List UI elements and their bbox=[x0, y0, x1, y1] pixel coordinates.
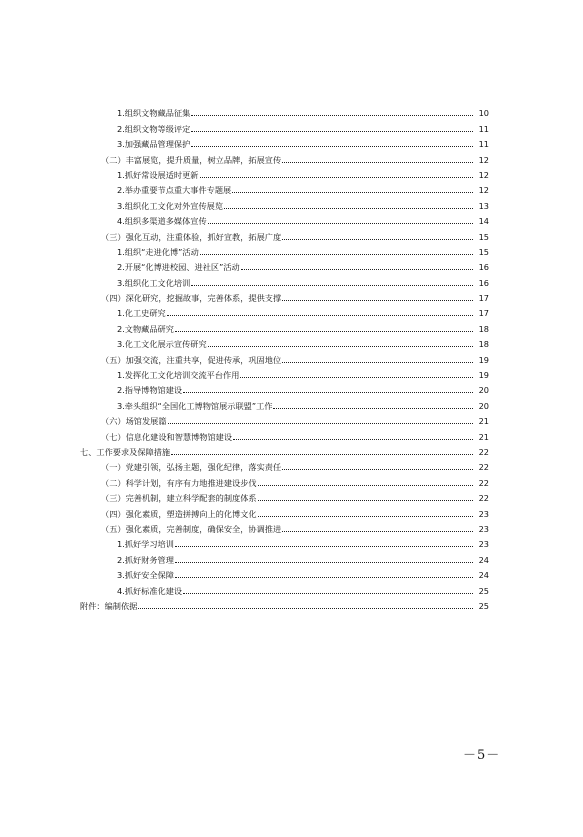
toc-entry-label: （三）强化互动，注重体验，抓好宣教，拓展广度 bbox=[101, 231, 282, 242]
toc-entry-page: 12 bbox=[478, 169, 489, 180]
toc-entry-page: 15 bbox=[478, 231, 489, 242]
toc-entry-page: 25 bbox=[478, 600, 489, 611]
toc-entry-page: 24 bbox=[478, 554, 489, 565]
toc-entry-label: 3.组织化工文化对外宣传展览 bbox=[117, 200, 224, 211]
toc-entry[interactable] bbox=[0, 118, 489, 133]
toc-entry-page: 17 bbox=[478, 293, 489, 304]
toc-leader-dots bbox=[168, 423, 473, 424]
toc-entry-page: 25 bbox=[478, 585, 489, 596]
toc-entry-page: 19 bbox=[478, 354, 489, 365]
toc-entry[interactable] bbox=[0, 411, 489, 426]
toc-leader-dots bbox=[208, 346, 473, 347]
toc-leader-dots bbox=[232, 192, 473, 193]
toc-entry-page: 14 bbox=[478, 216, 489, 227]
toc-leader-dots bbox=[138, 608, 473, 609]
toc-leader-dots bbox=[241, 269, 473, 270]
toc-entry-label: 3.抓好安全保障 bbox=[117, 570, 174, 581]
toc-entry-page: 23 bbox=[478, 523, 489, 534]
toc-entry[interactable] bbox=[0, 488, 489, 503]
toc-entry-label: 1.组织“走进化博”活动 bbox=[117, 246, 199, 257]
toc-entry[interactable] bbox=[0, 534, 489, 549]
toc-entry-label: （二）丰富展览，提升质量，树立品牌，拓展宣传 bbox=[101, 154, 282, 165]
toc-entry-page: 22 bbox=[478, 446, 489, 457]
toc-leader-dots bbox=[282, 300, 473, 301]
toc-entry-label: 1.抓好学习培训 bbox=[117, 539, 174, 550]
toc-entry-label: （五）加强交流，注重共享，促进传承，巩固地位 bbox=[101, 354, 282, 365]
toc-entry[interactable] bbox=[0, 519, 489, 534]
toc-entry[interactable] bbox=[0, 134, 489, 149]
toc-entry-label: （四）强化素质，塑造拼搏向上的化博文化 bbox=[101, 508, 257, 519]
toc-entry[interactable] bbox=[0, 242, 489, 257]
toc-entry-label: 3.组织化工文化培训 bbox=[117, 277, 191, 288]
toc-entry[interactable] bbox=[0, 349, 489, 364]
toc-entry-label: （三）完善机制，建立科学配套的制度体系 bbox=[101, 493, 257, 504]
toc-entry-label: 2.举办重要节点重大事件专题展 bbox=[117, 185, 232, 196]
toc-entry[interactable] bbox=[0, 257, 489, 272]
toc-leader-dots bbox=[258, 516, 473, 517]
toc-entry-label: 3.牵头组织“全国化工博物馆展示联盟”工作 bbox=[117, 400, 273, 411]
toc-entry-label: 3.加强藏品管理保护 bbox=[117, 139, 191, 150]
toc-leader-dots bbox=[175, 577, 473, 578]
toc-entry-page: 16 bbox=[478, 262, 489, 273]
toc-entry-label: （六）场馆发展篇 bbox=[101, 416, 167, 427]
toc-entry[interactable] bbox=[0, 318, 489, 333]
toc-leader-dots bbox=[191, 131, 473, 132]
toc-entry[interactable] bbox=[0, 549, 489, 564]
toc-entry-page: 21 bbox=[478, 416, 489, 427]
toc-leader-dots bbox=[282, 162, 473, 163]
toc-entry-page: 17 bbox=[478, 308, 489, 319]
toc-entry-page: 19 bbox=[478, 370, 489, 381]
toc-entry-page: 12 bbox=[478, 185, 489, 196]
toc-leader-dots bbox=[282, 362, 473, 363]
toc-entry[interactable] bbox=[0, 334, 489, 349]
toc-entry[interactable] bbox=[0, 288, 489, 303]
toc-entry-label: （一）党建引领，弘扬主题，强化纪律，落实责任 bbox=[101, 462, 282, 473]
toc-entry-page: 13 bbox=[478, 200, 489, 211]
toc-entry-label: 3.化工文化展示宣传研究 bbox=[117, 339, 207, 350]
toc-leader-dots bbox=[175, 546, 473, 547]
toc-entry-page: 22 bbox=[478, 462, 489, 473]
toc-entry-label: （二）科学计划，有序有力地推进建设步伐 bbox=[101, 477, 257, 488]
toc-entry[interactable] bbox=[0, 195, 489, 210]
toc-entry-label: （五）强化素质，完善制度，确保安全，协调推进 bbox=[101, 523, 282, 534]
toc-entry-page: 22 bbox=[478, 477, 489, 488]
toc-entry-label: 4.组织多渠道多媒体宣传 bbox=[117, 216, 207, 227]
toc-entry-label: 2.抓好财务管理 bbox=[117, 554, 174, 565]
toc-leader-dots bbox=[258, 485, 473, 486]
toc-entry-page: 22 bbox=[478, 493, 489, 504]
toc-entry[interactable] bbox=[0, 457, 489, 472]
toc-entry-page: 18 bbox=[478, 339, 489, 350]
toc-leader-dots bbox=[208, 223, 473, 224]
toc-entry[interactable] bbox=[0, 395, 489, 410]
toc-leader-dots bbox=[258, 500, 473, 501]
toc-leader-dots bbox=[273, 408, 473, 409]
toc-entry-label: 4.抓好标准化建设 bbox=[117, 585, 183, 596]
toc-leader-dots bbox=[191, 146, 473, 147]
toc-entry[interactable] bbox=[0, 365, 489, 380]
toc-leader-dots bbox=[282, 239, 473, 240]
toc-entry-label: 附件：编制依据 bbox=[80, 600, 138, 611]
toc-entry-label: 2.组织文物等级评定 bbox=[117, 123, 191, 134]
toc-leader-dots bbox=[282, 531, 473, 532]
toc-leader-dots bbox=[240, 377, 473, 378]
toc-entry-page: 18 bbox=[478, 323, 489, 334]
toc-leader-dots bbox=[224, 208, 473, 209]
toc-entry[interactable] bbox=[0, 165, 489, 180]
toc-entry-label: 2.开展“化博进校园、进社区”活动 bbox=[117, 262, 240, 273]
toc-entry[interactable] bbox=[0, 426, 489, 441]
toc-leader-dots bbox=[183, 392, 473, 393]
toc-entry[interactable] bbox=[0, 272, 489, 287]
toc-entry-page: 24 bbox=[478, 570, 489, 581]
toc-entry[interactable] bbox=[0, 565, 489, 580]
toc-leader-dots bbox=[200, 177, 474, 178]
toc-entry[interactable] bbox=[0, 442, 489, 457]
toc-entry-label: 1.化工史研究 bbox=[117, 308, 166, 319]
toc-entry[interactable] bbox=[0, 149, 489, 164]
toc-leader-dots bbox=[175, 331, 473, 332]
toc-entry-page: 20 bbox=[478, 385, 489, 396]
toc-leader-dots bbox=[191, 285, 473, 286]
toc-entry[interactable] bbox=[0, 580, 489, 595]
toc-entry-label: 2.指导博物馆建设 bbox=[117, 385, 183, 396]
toc-entry-page: 16 bbox=[478, 277, 489, 288]
toc-entry-page: 11 bbox=[478, 139, 489, 150]
toc-leader-dots bbox=[200, 254, 473, 255]
toc-entry-label: 1.发挥化工文化培训交流平台作用 bbox=[117, 370, 240, 381]
toc-entry-page: 11 bbox=[478, 123, 489, 134]
toc-entry[interactable] bbox=[0, 226, 489, 241]
toc-entry-label: 七、工作要求及保障措施 bbox=[80, 446, 171, 457]
toc-entry-page: 23 bbox=[478, 539, 489, 550]
toc-entry[interactable] bbox=[0, 303, 489, 318]
toc-entry[interactable] bbox=[0, 472, 489, 487]
toc-entry[interactable] bbox=[0, 180, 489, 195]
toc-entry-label: （七）信息化建设和智慧博物馆建设 bbox=[101, 431, 233, 442]
toc-leader-dots bbox=[191, 115, 473, 116]
toc-leader-dots bbox=[183, 593, 473, 594]
toc-entry-label: （四）深化研究，挖掘故事，完善体系，提供支撑 bbox=[101, 293, 282, 304]
table-of-contents bbox=[0, 103, 583, 611]
toc-entry-page: 20 bbox=[478, 400, 489, 411]
toc-entry[interactable] bbox=[0, 211, 489, 226]
toc-entry-label: 1.组织文物藏品征集 bbox=[117, 108, 191, 119]
toc-leader-dots bbox=[282, 469, 473, 470]
toc-leader-dots bbox=[175, 562, 473, 563]
toc-leader-dots bbox=[233, 439, 473, 440]
toc-entry[interactable] bbox=[0, 596, 489, 611]
toc-leader-dots bbox=[171, 454, 473, 455]
page-number: －5－ bbox=[463, 748, 501, 763]
toc-entry-label: 1.抓好常设展适时更新 bbox=[117, 169, 199, 180]
toc-entry-page: 10 bbox=[478, 108, 489, 119]
toc-entry[interactable] bbox=[0, 380, 489, 395]
toc-entry[interactable] bbox=[0, 103, 489, 118]
toc-entry-label: 2.文物藏品研究 bbox=[117, 323, 174, 334]
toc-entry-page: 12 bbox=[478, 154, 489, 165]
toc-entry-page: 15 bbox=[478, 246, 489, 257]
toc-entry-page: 23 bbox=[478, 508, 489, 519]
toc-entry[interactable] bbox=[0, 503, 489, 518]
toc-entry-page: 21 bbox=[478, 431, 489, 442]
toc-leader-dots bbox=[167, 315, 473, 316]
